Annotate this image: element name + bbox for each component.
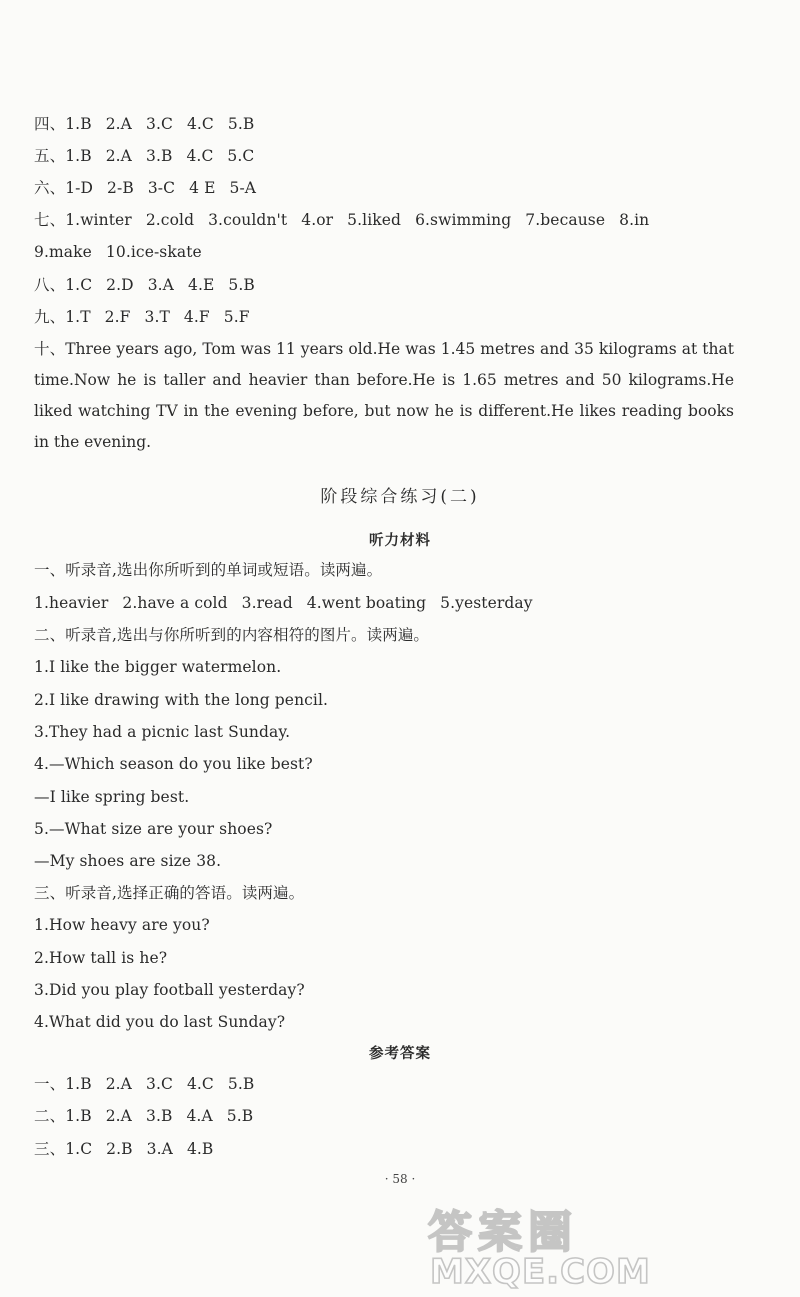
- answer-row-7: [34, 210, 649, 230]
- answer-item: 1-D: [65, 179, 94, 197]
- listening-line: 4.What did you do last Sunday?: [34, 1013, 286, 1031]
- row-prefix: 三、: [34, 1140, 66, 1158]
- answer-item: 1.C: [65, 276, 93, 294]
- listening-part1-title: 一、听录音,选出你所听到的单词或短语。读两遍。: [34, 561, 383, 579]
- answer-item: 5.F: [223, 308, 250, 326]
- listening-line: —My shoes are size 38.: [34, 852, 222, 870]
- answer-row-5: [34, 146, 254, 166]
- answers-heading: 参考答案: [369, 1046, 431, 1062]
- answer-item: 3.C: [145, 1075, 173, 1093]
- answer-item: 2.A: [105, 147, 132, 165]
- answer-item: 3.B: [145, 1107, 173, 1125]
- watermark-bottom: MXQE.COM: [430, 1252, 651, 1292]
- answer-row-8: [34, 275, 255, 295]
- answer-paragraph-10: 十、Three years ago, Tom was 11 years old.He was 1.45 metres and 35 kilograms at that time.Now he is taller and heavier than before.He is 1.65 metres and 50 kilograms.He liked watching TV in the evening before, but now he is different.He likes reading books in the evening.: [34, 340, 734, 451]
- row-prefix: 一、: [34, 1075, 66, 1093]
- listening-line: 3.They had a picnic last Sunday.: [34, 723, 291, 741]
- answer-item: 4.B: [186, 1140, 214, 1158]
- answer-item: 3.B: [145, 147, 173, 165]
- listening-line: 3.Did you play football yesterday?: [34, 981, 305, 999]
- answer-item: 1.B: [65, 1075, 92, 1093]
- answer-item: 4.or: [301, 211, 334, 229]
- answer-item: 6.swimming: [415, 211, 512, 229]
- answer-item: 5.B: [226, 1107, 254, 1125]
- answer-row-3: [34, 1139, 213, 1159]
- answer-item: 4.C: [186, 147, 214, 165]
- answer-item: 2.cold: [145, 211, 195, 229]
- answer-item: 4.E: [187, 276, 215, 294]
- listening-item: 5.yesterday: [440, 594, 533, 612]
- watermark-logo: [428, 1196, 788, 1292]
- answer-item: 2-B: [107, 179, 134, 197]
- answer-item: 2.D: [106, 276, 134, 294]
- row-prefix: 二、: [34, 1107, 66, 1125]
- answer-item: 5-A: [229, 179, 257, 197]
- answer-row-6: [34, 178, 256, 198]
- answer-row-2: [34, 1106, 253, 1126]
- listening-line: 1.I like the bigger watermelon.: [34, 658, 282, 676]
- answer-item: 2.A: [105, 1107, 132, 1125]
- answer-item: 5.liked: [347, 211, 402, 229]
- listening-line: —I like spring best.: [34, 788, 190, 806]
- answer-item: 1.T: [65, 308, 91, 326]
- listening-line: 2.How tall is he?: [34, 949, 168, 967]
- answer-item: 9.make: [34, 243, 92, 261]
- answer-item: 1.B: [65, 115, 92, 133]
- listening-line: 5.—What size are your shoes?: [34, 820, 273, 838]
- answer-row-7-cont: [34, 242, 202, 262]
- listening-line: 1.How heavy are you?: [34, 916, 210, 934]
- page-number: · 58 ·: [384, 1172, 416, 1186]
- answer-item: 3.A: [146, 1140, 173, 1158]
- listening-item: 1.heavier: [34, 594, 109, 612]
- answer-item: 3.T: [144, 308, 170, 326]
- answer-item: 4.F: [183, 308, 210, 326]
- answer-item: 2.F: [104, 308, 131, 326]
- answer-item: 10.ice-skate: [105, 243, 202, 261]
- answer-item: 3-C: [147, 179, 176, 197]
- listening-item: 4.went boating: [306, 594, 427, 612]
- answer-item: 2.A: [105, 1075, 132, 1093]
- answer-item: 7.because: [525, 211, 606, 229]
- answer-item: 5.B: [228, 276, 255, 294]
- answer-item: 8.in: [619, 211, 650, 229]
- answer-item: 4.A: [186, 1107, 213, 1125]
- answer-row-9: [34, 307, 250, 327]
- row-prefix: 九、: [34, 308, 66, 326]
- listening-part1-items: [34, 593, 533, 613]
- answer-item: 3.C: [145, 115, 173, 133]
- listening-item: 2.have a cold: [122, 594, 228, 612]
- answer-item: 5.B: [227, 1075, 255, 1093]
- watermark-top: 答案圈: [428, 1207, 578, 1258]
- section-title: 阶段综合练习(二): [320, 487, 480, 507]
- answer-item: 4.C: [186, 115, 214, 133]
- answer-item: 4.C: [186, 1075, 214, 1093]
- answer-item: 1.B: [65, 1107, 92, 1125]
- listening-line: 2.I like drawing with the long pencil.: [34, 691, 329, 709]
- answer-item: 七、1.winter: [34, 211, 132, 229]
- answer-item: 1.B: [65, 147, 92, 165]
- listening-item: 3.read: [241, 594, 293, 612]
- answer-row-4: [34, 114, 254, 134]
- listening-part2-title: 二、听录音,选出与你所听到的内容相符的图片。读两遍。: [34, 626, 430, 644]
- row-prefix: 五、: [34, 147, 66, 165]
- listening-heading: 听力材料: [369, 533, 431, 549]
- answer-item: 5.B: [227, 115, 255, 133]
- row-prefix: 四、: [34, 115, 66, 133]
- answer-item: 1.C: [65, 1140, 93, 1158]
- answer-item: 5.C: [227, 147, 255, 165]
- answer-row-1: [34, 1074, 254, 1094]
- listening-part3-title: 三、听录音,选择正确的答语。读两遍。: [34, 884, 305, 902]
- answer-item: 3.couldn't: [208, 211, 288, 229]
- answer-item: 2.B: [106, 1140, 133, 1158]
- answer-item: 2.A: [105, 115, 132, 133]
- answer-item: 3.A: [147, 276, 174, 294]
- row-prefix: 六、: [34, 179, 66, 197]
- row-prefix: 八、: [34, 276, 66, 294]
- answer-item: 4 E: [189, 179, 216, 197]
- listening-line: 4.—Which season do you like best?: [34, 755, 313, 773]
